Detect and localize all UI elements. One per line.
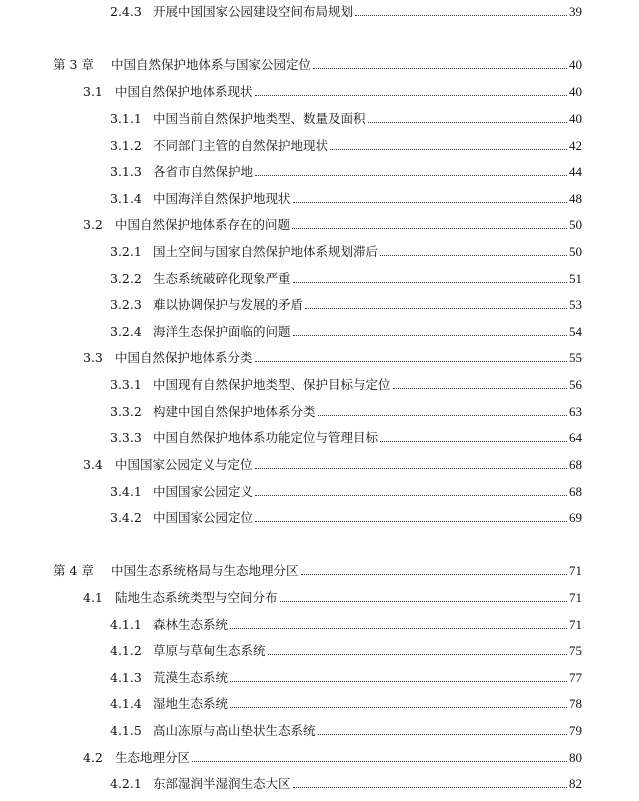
toc-entry-title: 中国自然保护地体系存在的问题: [115, 217, 291, 232]
dot-leader: [255, 468, 567, 469]
toc-entry-page: 69: [569, 510, 582, 525]
dot-leader: [330, 149, 567, 150]
toc-entry[interactable]: [110, 134, 582, 154]
toc-entry-title: 构建中国自然保护地体系分类: [153, 404, 316, 419]
toc-entry-title: 荒漠生态系统: [153, 670, 229, 685]
toc-entry-title: 中国当前自然保护地类型、数量及面积: [153, 111, 366, 126]
toc-entry[interactable]: [110, 107, 582, 127]
toc-entry-number: 3.3.2: [110, 404, 142, 419]
toc-entry-number: 4.1.3: [110, 670, 142, 685]
toc-entry-title: 中国自然保护地体系与国家公园定位: [111, 57, 312, 72]
toc-entry-title: 陆地生态系统类型与空间分布: [115, 590, 278, 605]
toc-entry-title: 中国国家公园定位: [153, 510, 254, 525]
toc-entry-number: 3.1: [83, 84, 103, 99]
toc-entry[interactable]: [110, 267, 582, 287]
toc-entry-number: 3.3.3: [110, 430, 142, 445]
toc-entry[interactable]: [110, 666, 582, 686]
dot-leader: [280, 601, 567, 602]
toc-entry-number: 3.4: [83, 457, 103, 472]
toc-entry[interactable]: [110, 613, 582, 633]
toc-entry-title: 中国生态系统格局与生态地理分区: [111, 563, 299, 578]
dot-leader: [293, 787, 567, 788]
toc-entry-page: 39: [569, 4, 582, 19]
toc-entry-page: 63: [569, 404, 582, 419]
toc-entry-title: 东部湿润半湿润生态大区: [153, 776, 291, 791]
toc-entry-page: 48: [569, 191, 582, 206]
toc-entry-title: 中国自然保护地体系现状: [115, 84, 253, 99]
toc-entry[interactable]: [83, 213, 582, 233]
toc-entry-title: 湿地生态系统: [153, 696, 229, 711]
toc-entry[interactable]: [83, 453, 582, 473]
toc-entry[interactable]: [110, 187, 582, 207]
toc-entry-page: 77: [569, 670, 582, 685]
toc-entry-page: 80: [569, 750, 582, 765]
toc-entry-title: 中国自然保护地体系分类: [115, 350, 253, 365]
dot-leader: [355, 15, 567, 16]
toc-entry-number: 3.1.3: [110, 164, 142, 179]
toc-entry[interactable]: [53, 53, 582, 73]
dot-leader: [255, 95, 567, 96]
dot-leader: [293, 282, 567, 283]
toc-entry-number: 4.2.1: [110, 776, 142, 791]
toc-entry-title: 中国现有自然保护地类型、保护目标与定位: [153, 377, 391, 392]
toc-entry-number: 3.2.2: [110, 271, 142, 286]
toc-entry-number: 第 4 章: [53, 563, 94, 578]
toc-entry-page: 44: [569, 164, 582, 179]
toc-entry[interactable]: [83, 586, 582, 606]
toc-entry-page: 53: [569, 297, 582, 312]
toc-entry-number: 3.4.1: [110, 484, 142, 499]
dot-leader: [230, 681, 567, 682]
dot-leader: [255, 521, 567, 522]
dot-leader: [255, 495, 567, 496]
toc-entry-title: 生态系统破碎化现象严重: [153, 271, 291, 286]
toc-entry[interactable]: [110, 0, 582, 20]
toc-entry[interactable]: [110, 426, 582, 446]
toc-entry-number: 3.1.2: [110, 138, 142, 153]
toc-entry-number: 4.1.5: [110, 723, 142, 738]
toc-entry-number: 3.1.1: [110, 111, 142, 126]
toc-entry-page: 55: [569, 350, 582, 365]
toc-entry-number: 3.2.3: [110, 297, 142, 312]
toc-entry-number: 3.2: [83, 217, 103, 232]
toc-entry[interactable]: [110, 639, 582, 659]
toc-entry[interactable]: [53, 559, 582, 579]
toc-entry[interactable]: [83, 746, 582, 766]
dot-leader: [318, 734, 567, 735]
toc-entry[interactable]: [110, 373, 582, 393]
toc-entry-page: 75: [569, 643, 582, 658]
toc-entry-number: 3.1.4: [110, 191, 142, 206]
toc-entry[interactable]: [110, 692, 582, 712]
toc-entry-number: 4.1.1: [110, 617, 142, 632]
toc-entry-page: 82: [569, 776, 582, 791]
toc-entry-number: 3.2.4: [110, 324, 142, 339]
toc-entry-title: 海洋生态保护面临的问题: [153, 324, 291, 339]
dot-leader: [293, 202, 567, 203]
toc-entry-title: 草原与草甸生态系统: [153, 643, 266, 658]
toc-entry[interactable]: [83, 346, 582, 366]
toc-entry-page: 40: [569, 111, 582, 126]
toc-entry-number: 4.1.4: [110, 696, 142, 711]
toc-entry[interactable]: [110, 719, 582, 739]
dot-leader: [380, 441, 567, 442]
toc-entry-page: 42: [569, 138, 582, 153]
toc-entry-title: 难以协调保护与发展的矛盾: [153, 297, 304, 312]
dot-leader: [192, 761, 567, 762]
toc-entry[interactable]: [110, 160, 582, 180]
toc-entry-title: 高山冻原与高山垫状生态系统: [153, 723, 316, 738]
toc-entry-page: 79: [569, 723, 582, 738]
dot-leader: [293, 335, 567, 336]
dot-leader: [313, 68, 567, 69]
toc-entry-title: 国土空间与国家自然保护地体系规划滞后: [153, 244, 379, 259]
toc-entry-number: 2.4.3: [110, 4, 142, 19]
toc-entry-title: 不同部门主管的自然保护地现状: [153, 138, 329, 153]
toc-entry[interactable]: [110, 480, 582, 500]
dot-leader: [268, 654, 567, 655]
toc-entry-title: 森林生态系统: [153, 617, 229, 632]
toc-entry-title: 中国海洋自然保护地现状: [153, 191, 291, 206]
dot-leader: [368, 122, 567, 123]
toc-entry-number: 4.1.2: [110, 643, 142, 658]
dot-leader: [393, 388, 567, 389]
toc-entry[interactable]: [110, 400, 582, 420]
dot-leader: [230, 628, 567, 629]
dot-leader: [255, 175, 567, 176]
toc-entry[interactable]: [110, 506, 582, 526]
toc-entry[interactable]: [110, 772, 582, 792]
toc-entry-page: 50: [569, 244, 582, 259]
toc-entry-number: 3.3.1: [110, 377, 142, 392]
toc-entry-title: 中国国家公园定义: [153, 484, 254, 499]
toc-entry-number: 4.2: [83, 750, 103, 765]
toc-entry-number: 3.3: [83, 350, 103, 365]
toc-entry-title: 各省市自然保护地: [153, 164, 254, 179]
toc-entry[interactable]: [83, 80, 582, 100]
toc-entry-number: 第 3 章: [53, 57, 94, 72]
dot-leader: [305, 308, 567, 309]
dot-leader: [380, 255, 567, 256]
toc-entry-page: 71: [569, 590, 582, 605]
toc-entry-number: 3.2.1: [110, 244, 142, 259]
dot-leader: [318, 415, 567, 416]
toc-entry-title: 中国国家公园定义与定位: [115, 457, 253, 472]
dot-leader: [255, 361, 567, 362]
toc-entry-title: 生态地理分区: [115, 750, 191, 765]
toc-entry-page: 64: [569, 430, 582, 445]
toc-entry[interactable]: [110, 240, 582, 260]
toc-entry-page: 51: [569, 271, 582, 286]
dot-leader: [301, 574, 567, 575]
toc-entry-page: 56: [569, 377, 582, 392]
dot-leader: [292, 228, 567, 229]
toc-entry-page: 40: [569, 84, 582, 99]
toc-entry[interactable]: [110, 320, 582, 340]
toc-entry-page: 68: [569, 457, 582, 472]
toc-entry-number: 4.1: [83, 590, 103, 605]
toc-entry-page: 68: [569, 484, 582, 499]
toc-entry-page: 71: [569, 563, 582, 578]
toc-entry-title: 开展中国国家公园建设空间布局规划: [153, 4, 354, 19]
toc-entry-page: 40: [569, 57, 582, 72]
toc-entry-page: 50: [569, 217, 582, 232]
toc-entry[interactable]: [110, 293, 582, 313]
toc-entry-page: 71: [569, 617, 582, 632]
dot-leader: [230, 707, 567, 708]
toc-entry-title: 中国自然保护地体系功能定位与管理目标: [153, 430, 379, 445]
toc-entry-page: 54: [569, 324, 582, 339]
toc-entry-number: 3.4.2: [110, 510, 142, 525]
toc-entry-page: 78: [569, 696, 582, 711]
